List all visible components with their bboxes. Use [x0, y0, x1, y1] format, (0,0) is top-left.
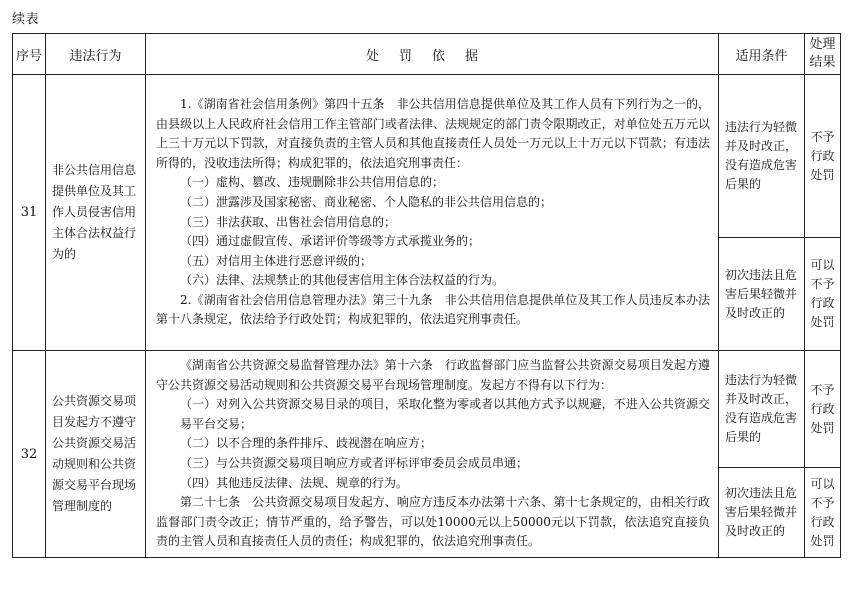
result-text-line: 不予: [810, 495, 835, 510]
result-text-line: 行政: [810, 296, 835, 310]
basis-list-item: （二）以不合理的条件排斥、歧视潜在响应方；: [180, 436, 433, 451]
basis-list-item: （一）虚构、篡改、违规删除非公共信用信息的；: [180, 175, 445, 190]
result-cell: [805, 238, 841, 351]
result-text-line: 处罚: [810, 167, 835, 182]
result-text-line: 行政: [810, 148, 835, 163]
basis-list-item: （六）法律、法规禁止的其他侵害信用主体合法权益的行为。: [180, 273, 505, 288]
result-text-line: 不予: [810, 129, 835, 144]
penalty-basis-cell: [146, 351, 719, 558]
basis-list-item: （二）泄露涉及国家秘密、商业秘密、个人隐私的非公共信用信息的；: [180, 194, 553, 209]
penalty-basis-cell: [146, 75, 719, 351]
header-condition: 适用条件: [719, 34, 805, 75]
condition-cell: 初次违法且危害后果轻微并及时改正的: [719, 238, 805, 351]
table-row: [13, 75, 841, 238]
result-text-line: 可以: [810, 476, 835, 491]
result-text-line: 可以: [810, 258, 835, 272]
result-text-line: 处罚: [810, 420, 835, 435]
violation-cell: 公共资源交易项目发起方不遵守公共资源交易活动规则和公共资源交易平台现场管理制度的: [46, 351, 146, 558]
result-cell: [805, 468, 841, 558]
serial-no-cell: 31: [13, 75, 46, 351]
violation-cell: 非公共信用信息提供单位及其工作人员侵害信用主体合法权益行为的: [46, 75, 146, 351]
basis-list-item: （三）非法获取、出售社会信用信息的；: [180, 214, 397, 229]
result-cell: [805, 75, 841, 238]
result-text-line: 不予: [810, 382, 835, 397]
basis-paragraph: 2.《湖南省社会信用信息管理办法》第三十九条 非公共信用信息提供单位及其工作人员违反本办法第十八条规定，依法给予行政处罚；构成犯罪的，依法追究刑事责任。: [156, 292, 710, 327]
basis-list-item: （四）其他违反法律、法规、规章的行为。: [180, 475, 409, 490]
basis-list-item: （五）对信用主体进行恶意评级的；: [180, 253, 373, 268]
result-cell: [805, 351, 841, 468]
basis-list-item: （一）对列入公共资源交易目录的项目，采取化整为零或者以其他方式予以规避，不进入公共资源交易平台交易；: [180, 397, 710, 431]
serial-no-cell: 32: [13, 351, 46, 558]
result-text-line: 行政: [810, 514, 835, 529]
penalty-basis-table: [12, 33, 841, 558]
header-serial-no: 序号: [13, 34, 46, 75]
basis-list-item: （三）与公共资源交易项目响应方或者评标评审委员会成员串通；: [180, 456, 529, 470]
basis-paragraph: 《湖南省公共资源交易监督管理办法》第十六条 行政监督部门应当监督公共资源交易项目发起方遵守公共资源交易活动规则和公共资源交易平台现场管理制度。发起方不得有以下行为：: [156, 358, 710, 392]
table-header-row: [13, 34, 841, 75]
header-penalty-basis: 处罚依据: [146, 34, 719, 75]
basis-paragraph: 1.《湖南省社会信用条例》第四十五条 非公共信用信息提供单位及其工作人员有下列行为之一的，由县级以上人民政府社会信用工作主管部门或者法律、法规规定的部门责令限期改正，对单位处五万元以上三十万元以下罚款，对直接负责的主管人员和其他直接责任人员处一万元以上十万元以下罚款；有违法所得的，没收违法所得；构成犯罪的，依法追究刑事责任：: [156, 96, 710, 170]
result-text-line: 处罚: [810, 533, 835, 548]
table-row: [13, 351, 841, 468]
result-text-line: 行政: [810, 401, 835, 416]
result-text-line: 不予: [810, 277, 835, 291]
basis-list-item: （四）通过虚假宣传、承诺评价等级等方式承揽业务的；: [180, 234, 481, 249]
basis-paragraph: 第二十七条 公共资源交易项目发起方、响应方违反本办法第十六条、第十七条规定的，由相关行政监督部门责令改正；情节严重的，给予警告，可以处10000元以上50000元以下罚款，依法追究直接负责的主管人员和直接责任人员的责任；构成犯罪的，依法追究刑事责任。: [156, 495, 710, 549]
condition-cell: 违法行为轻微并及时改正，没有造成危害后果的: [719, 75, 805, 238]
header-violation: 违法行为: [46, 34, 146, 75]
continued-table-label: 续表: [12, 12, 40, 27]
header-result: 处理结果: [805, 34, 841, 75]
condition-cell: 违法行为轻微并及时改正，没有造成危害后果的: [719, 351, 805, 468]
condition-cell: 初次违法且危害后果轻微并及时改正的: [719, 468, 805, 558]
result-text-line: 处罚: [810, 315, 835, 329]
